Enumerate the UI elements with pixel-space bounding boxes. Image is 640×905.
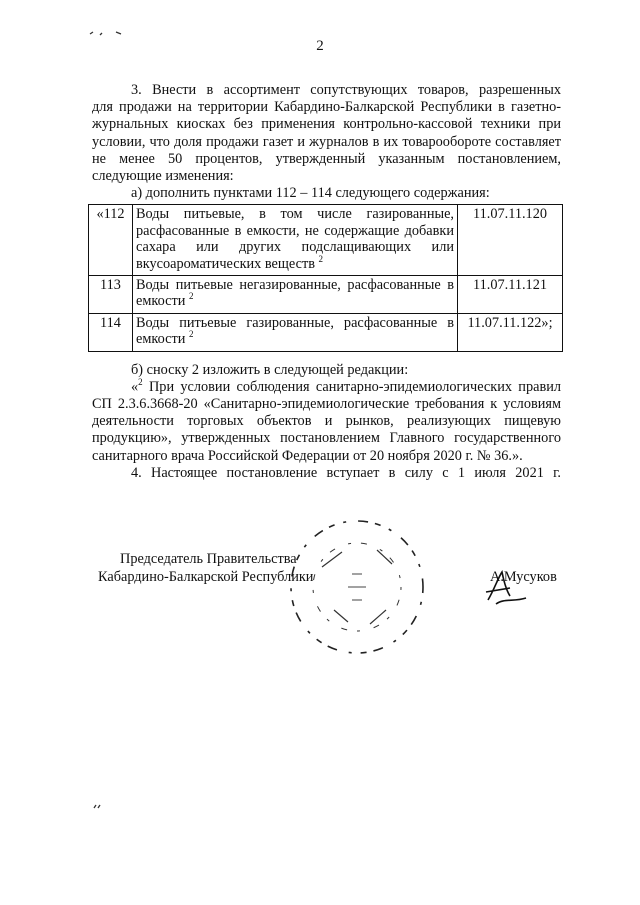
item-name-cell [133,276,458,314]
table-row [89,276,563,314]
paragraph-3-first-line: 3. Внести в ассортимент сопутствующих товаров, разрешенных [131,82,561,98]
item-name-cell [133,313,458,351]
table-row [89,205,563,276]
paragraph-4: 4. Настоящее постановление вступает в силу с 1 июля 2021 г. [131,464,561,481]
signature-block [0,550,640,650]
signatory-title-line1: Председатель Правительства [120,551,297,567]
footnote-body: При условии соблюдения санитарно-эпидемиологических правил СП 2.3.6.3668-20 «Санитарно-эпидемиологические требования к условиям деятельности торговых объектов и рынков, реализующих пищевую продукцию», утвержденных постановлением Главного государственного санитарного врача Российской Федерации от 20 ноября 2020 г. № 36.». [92,378,561,464]
item-number-cell: «112 [89,205,133,276]
okpd-code-cell: 11.07.11.122»; [458,313,563,351]
okpd-code-cell: 11.07.11.121 [458,276,563,314]
item-a: а) дополнить пунктами 112 – 114 следующего содержания: [131,185,490,202]
item-name-text: Воды питьевые негазированные, расфасованные в емкости [136,277,454,310]
signatory-title-line2: Кабардино-Балкарской Республики [98,569,314,585]
item-name-cell [133,205,458,276]
item-name-text: Воды питьевые, в том числе газированные, расфасованные в емкости, не содержащие добавки сахара или других подслащивающих или вкусоароматических веществ [136,206,454,272]
page-number: 2 [316,38,324,54]
item-number-cell: 113 [89,276,133,314]
footnote-text [92,379,561,465]
okpd-code-cell: 11.07.11.120 [458,205,563,276]
signatory-name: А.Мусуков [490,569,557,585]
footnote-open-quote: « [131,378,139,395]
footnote-reference: 2 [318,253,324,264]
goods-table [88,204,563,351]
footnote-reference: 2 [188,291,194,302]
item-name-text: Воды питьевые газированные, расфасованные в емкости [136,314,454,348]
table-row [89,313,563,351]
item-number-cell: 114 [89,313,133,351]
handwritten-signature [480,568,528,608]
paragraph-3-text: для продажи на территории Кабардино-Балкарской Республики в газетно-журнальных киосках без применения контрольно-кассовой техники при условии, что доля продажи газет и журналов в их товарообороте составляет не менее 50 процентов, утвержденный указанным постановлением, следующие изменения: [92,99,561,185]
scan-artifact-mark [88,26,128,38]
footnote-reference: 2 [188,329,194,340]
document-body [92,82,561,482]
item-b: б) сноску 2 изложить в следующей редакции: [131,361,409,378]
scan-artifact-mark [92,802,104,812]
footnote-mark: 2 [138,377,143,388]
